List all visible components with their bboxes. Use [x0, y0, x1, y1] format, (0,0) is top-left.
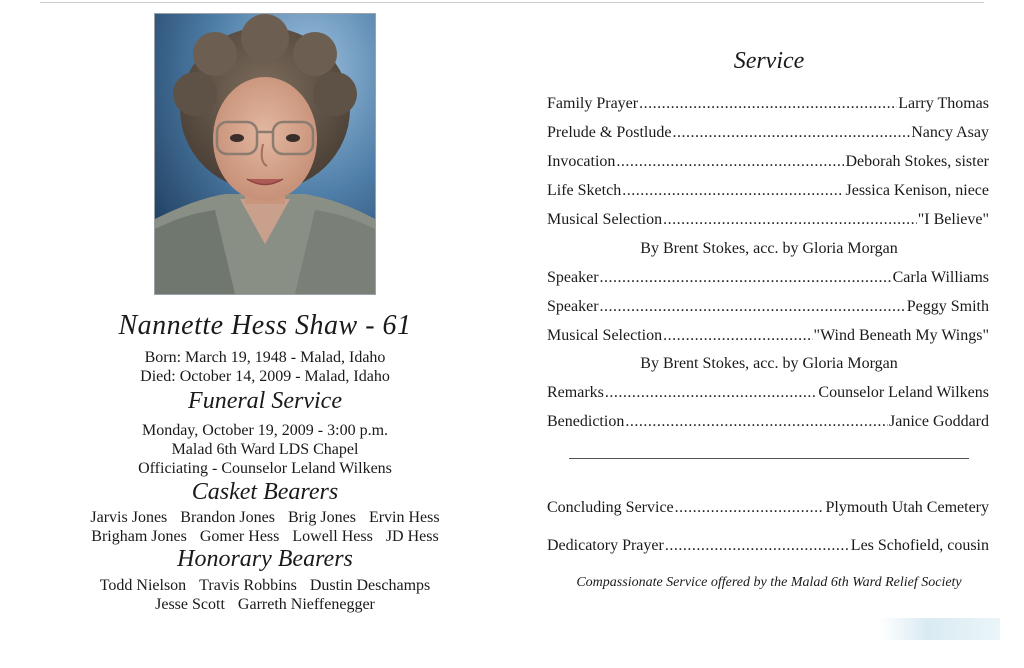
dedicatory-entry [547, 537, 989, 559]
funeral-location: Malad 6th Ward LDS Chapel [171, 441, 359, 458]
program-person: Carla Williams [892, 269, 989, 286]
portrait-image [155, 14, 375, 294]
dot-leader [663, 211, 917, 229]
honorary-bearers-row-2 [40, 595, 490, 614]
program-person: Jessica Kenison, niece [845, 182, 989, 199]
program-role: Musical Selection [547, 327, 663, 344]
bearer-name: Jesse Scott [155, 596, 225, 613]
program-person: Plymouth Utah Cemetery [825, 499, 989, 516]
program-entry [547, 95, 989, 117]
bearer-name: Ervin Hess [368, 509, 440, 526]
bearer-name: JD Hess [385, 528, 439, 545]
scan-smudge [880, 618, 1000, 640]
program-role: Dedicatory Prayer [547, 537, 664, 554]
program-role: Life Sketch [547, 182, 622, 199]
right-panel [547, 0, 991, 668]
concluding-entry [547, 499, 989, 521]
bearer-name: Todd Nielson [99, 577, 187, 594]
bearer-name: Brig Jones [287, 509, 356, 526]
dot-leader [605, 384, 818, 402]
service-title: Service [733, 48, 805, 74]
born-line: Born: March 19, 1948 - Malad, Idaho [144, 349, 386, 366]
program-role: Prelude & Postlude [547, 124, 672, 141]
program-entry [547, 124, 989, 146]
program-entry [547, 211, 989, 233]
bearer-name: Dustin Deschamps [309, 577, 431, 594]
bearer-name: Gomer Hess [199, 528, 280, 545]
deceased-name-heading: Nannette Hess Shaw - 61 [118, 310, 412, 341]
casket-bearers-row-2 [40, 527, 490, 546]
program-person: "I Believe" [917, 211, 989, 228]
casket-bearers-heading: Casket Bearers [191, 479, 339, 505]
dot-leader [622, 182, 844, 200]
bearer-name: Brigham Jones [91, 528, 187, 545]
funeral-service-heading: Funeral Service [188, 388, 342, 414]
died-line: Died: October 14, 2009 - Malad, Idaho [140, 368, 390, 385]
dot-leader [672, 124, 910, 142]
program-person: Janice Goddard [889, 413, 989, 430]
bearer-name: Garreth Nieffenegger [237, 596, 375, 613]
program-entry [547, 298, 989, 320]
dot-leader [625, 413, 888, 431]
program-role: Speaker [547, 298, 599, 315]
program-role: Speaker [547, 269, 599, 286]
program-role: Concluding Service [547, 499, 674, 516]
dot-leader [675, 499, 825, 517]
section-divider [569, 458, 969, 459]
program-person: Nancy Asay [911, 124, 989, 141]
honorary-bearers-row-1 [40, 576, 490, 595]
program-person: Counselor Leland Wilkens [818, 384, 989, 401]
bearer-name: Jarvis Jones [90, 509, 168, 526]
dot-leader [665, 537, 850, 555]
bearer-name: Brandon Jones [180, 509, 275, 526]
left-panel [40, 0, 490, 668]
program-entry [547, 327, 989, 349]
program-entry [547, 384, 989, 406]
bearer-name: Travis Robbins [199, 577, 297, 594]
casket-bearers-row-1 [40, 508, 490, 527]
portrait-photo [154, 13, 376, 295]
program-person: Larry Thomas [898, 95, 989, 112]
program-role: Benediction [547, 413, 625, 430]
officiating-line: Officiating - Counselor Leland Wilkens [138, 460, 392, 477]
program-person: Peggy Smith [906, 298, 989, 315]
program-entry [547, 413, 989, 435]
dot-leader [663, 327, 812, 345]
program-entry [547, 269, 989, 291]
program-entry [547, 153, 989, 175]
program-role: Musical Selection [547, 211, 663, 228]
program-person: "Wind Beneath My Wings" [813, 327, 989, 344]
funeral-date: Monday, October 19, 2009 - 3:00 p.m. [141, 422, 389, 439]
program-person: Les Schofield, cousin [850, 537, 989, 554]
dot-leader [600, 269, 892, 287]
relief-society-note: Compassionate Service offered by the Malad 6th Ward Relief Society [576, 575, 962, 590]
performer-credit: By Brent Stokes, acc. by Gloria Morgan [640, 240, 898, 257]
program-role: Invocation [547, 153, 616, 170]
program-role: Family Prayer [547, 95, 639, 112]
honorary-bearers-heading: Honorary Bearers [177, 546, 353, 572]
program-role: Remarks [547, 384, 604, 401]
performer-credit: By Brent Stokes, acc. by Gloria Morgan [640, 355, 898, 372]
program-entry [547, 182, 989, 204]
dot-leader [616, 153, 844, 171]
dot-leader [600, 298, 906, 316]
program-person: Deborah Stokes, sister [845, 153, 989, 170]
dot-leader [639, 95, 897, 113]
bearer-name: Lowell Hess [292, 528, 373, 545]
